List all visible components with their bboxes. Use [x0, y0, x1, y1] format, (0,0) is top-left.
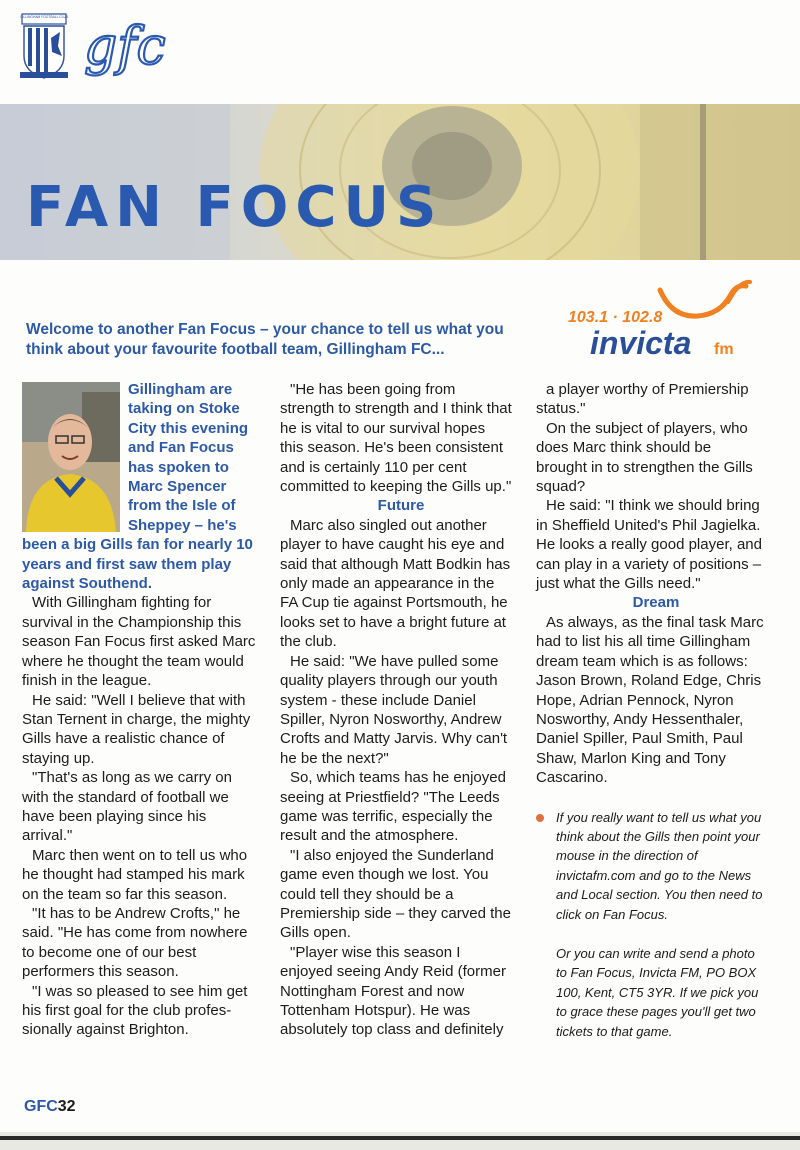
paragraph: As always, as the final task Marc had to list his all time Gillingham dream team which is as follows: Jason Brown, Roland Edge, Chris Hope, Adrian Pennock, Nyron Nosworthy, Andy Hessenthaler, Daniel Spiller, Paul Smith, Paul Shaw, Marlon King and Tony Cascarino.	[536, 613, 764, 787]
contact-note-web: If you really want to tell us what you think about the Gills then point your mouse in the direction of invictafm.com and go to the News and Local section. You then need to click on Fan Focus.	[556, 809, 763, 922]
crest-text: GILLINGHAM FOOTBALL CLUB	[19, 15, 69, 20]
page-folio	[24, 1098, 76, 1116]
contact-note	[536, 808, 766, 1041]
paragraph: a player worthy of Premiership status."	[536, 381, 749, 418]
article-column-2	[280, 380, 512, 1040]
paragraph: With Gillingham fighting for survival in the Championship this season Fan Focus first asked Marc where he thought the team would finish in the league.	[22, 594, 256, 690]
gfc-logo-text: gfc	[84, 18, 166, 77]
page-title: FAN FOCUS	[26, 175, 444, 240]
paragraph: "I was so pleased to see him get his first goal for the club profes-sionally against Brighton.	[22, 982, 248, 1039]
contact-note-post: Or you can write and send a photo to Fan Focus, Invicta FM, PO BOX 100, Kent, CT5 3YR. If we pick you to grace these pages you'll get two tickets to that game.	[556, 945, 759, 1039]
page-number: 32	[57, 1098, 76, 1115]
intro-standfirst: Welcome to another Fan Focus – your chance to tell us what you think about your favourite football team, Gillingham FC...	[26, 321, 504, 358]
paragraph: "That's as long as we carry on with the standard of football we have been playing since his arrival."	[22, 769, 232, 845]
paragraph: Marc then went on to tell us who he thought had stamped his mark on the team so far this season.	[22, 846, 248, 903]
subheading-future: Future	[377, 497, 425, 515]
paragraph: On the subject of players, who does Marc think should be brought in to strengthen the Gills squad?	[536, 419, 753, 496]
article-column-1	[22, 380, 260, 1040]
paragraph: "It has to be Andrew Crofts," he said. "He has come from nowhere to become one of our best performers this season.	[22, 904, 248, 981]
page-edge-line	[0, 1136, 800, 1140]
paragraph: He said: "Well I believe that with Stan Ternent in charge, the mighty Gills have a realistic chance of staying up.	[22, 691, 251, 767]
club-crest-logo	[18, 12, 70, 82]
bullet-icon	[536, 814, 544, 822]
folio-prefix: GFC	[24, 1098, 58, 1115]
gfc-logo	[80, 18, 190, 80]
paragraph: "Player wise this season I enjoyed seeing Andy Reid (former Nottingham Forest and now Tottenham Hotspur). He was absolutely top class and definitely	[280, 943, 506, 1039]
paragraph: Marc also singled out another player to have caught his eye and said that although Matt Bodkin has only made an appearance in the FA Cup tie against Portsmouth, he looks set to have a bright future at the club.	[280, 516, 511, 651]
paragraph: So, which teams has he enjoyed seeing at Priestfield? "The Leeds game was terrific, especially the result and the atmosphere.	[280, 769, 506, 845]
paragraph: He said: "We have pulled some quality players through our youth system - these include Daniel Spiller, Nyron Nosworthy, Andrew Crofts and Matty Jarvis. Why can't he be the next?"	[280, 652, 508, 767]
invicta-frequencies: 103.1 · 102.8	[568, 309, 663, 326]
article-column-3	[536, 380, 766, 1041]
invicta-fm-logo	[560, 276, 760, 362]
invicta-name: invicta	[590, 325, 692, 361]
paragraph: "I also enjoyed the Sunderland game even though we lost. You could tell they should be a Premiership side – they carved the Gills open.	[280, 846, 511, 942]
paragraph: He said: "I think we should bring in Sheffield United's Phil Jagielka. He looks a really good player, and can play in a variety of positions – just what the Gills need."	[536, 497, 762, 593]
article-lede: Gillingham are taking on Stoke City this evening and Fan Focus has spoken to Marc Spencer from the Isle of Sheppey – he's been a big Gills fan for nearly 10 years and first saw them play against Southend.	[22, 381, 253, 593]
subheading-dream: Dream	[632, 594, 680, 612]
fan-photo	[22, 382, 120, 532]
page-edge	[0, 1132, 800, 1150]
paragraph: "He has been going from strength to strength and I think that he is vital to our survival hopes this season. He's been consistent and is certainly 110 per cent committed to keeping the Gills up."	[280, 381, 512, 496]
invicta-fm-suffix: fm	[714, 341, 734, 358]
